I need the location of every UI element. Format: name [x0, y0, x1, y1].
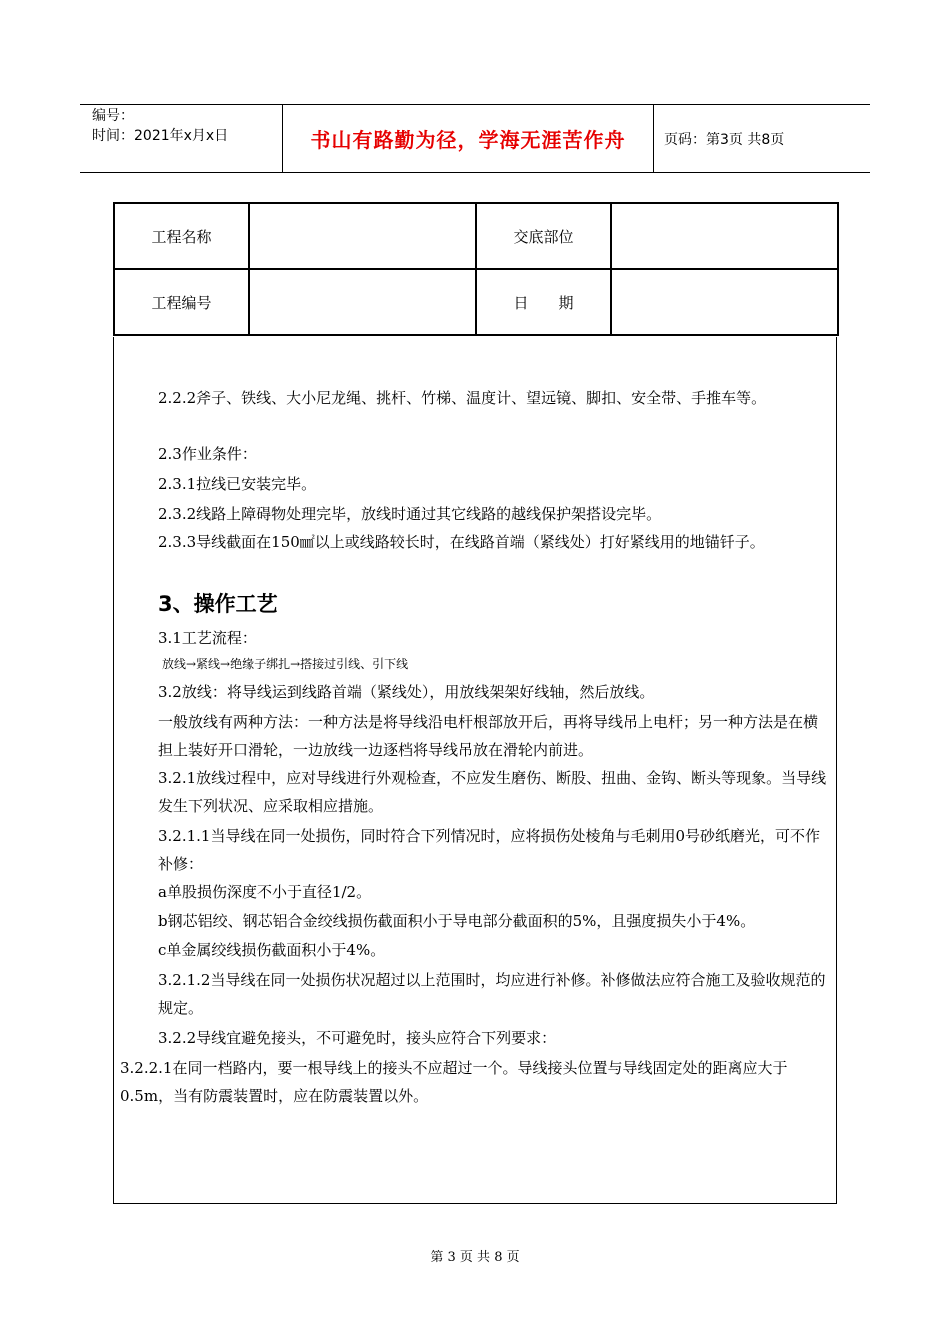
header-meta	[92, 106, 228, 146]
header-page-number: 页码：第3页 共8页	[664, 132, 785, 148]
paragraph-item-b: b钢芯铝绞、钢芯铝合金绞线损伤截面积小于导电部分截面积的5%，且强度损失小于4%。	[158, 912, 756, 930]
paragraph-3-2-2: 3.2.2导线宜避免接头，不可避免时，接头应符合下列要求：	[158, 1029, 557, 1047]
project-name-label: 工程名称	[114, 203, 249, 269]
paragraph-2-3-1: 2.3.1拉线已安装完毕。	[158, 475, 317, 493]
project-name-value	[249, 203, 476, 269]
paragraph-methods: 一般放线有两种方法：一种方法是将导线沿电杆根部放开后，再将导线吊上电杆；另一种方法是在横担上装好开口滑轮，一边放线一边逐档将导线吊放在滑轮内前进。	[158, 713, 819, 759]
time-label: 时间：2021年x月x日	[92, 128, 229, 144]
date-label: 日 期	[476, 269, 611, 335]
date-value	[611, 269, 838, 335]
code-label: 编号：	[92, 108, 134, 124]
project-number-value	[249, 269, 476, 335]
paragraph-3-2-1-1: 3.2.1.1当导线在同一处损伤，同时符合下列情况时，应将损伤处棱角与毛刺用0号砂纸磨光，可不作补修：	[158, 827, 821, 873]
header-top-rule	[80, 104, 870, 105]
table-row	[114, 269, 838, 335]
paragraph-flow-steps: 放线→紧线→绝缘子绑扎→搭接过引线、引下线	[162, 657, 409, 671]
paragraph-3-2-1: 3.2.1放线过程中，应对导线进行外观检查，不应发生磨伤、断股、扭曲、金钩、断头等现象。当导线发生下列状况、应采取相应措施。	[158, 769, 827, 815]
header-motto: 书山有路勤为径，学海无涯苦作舟	[310, 128, 626, 152]
paragraph-3-2-1-2: 3.2.1.2当导线在同一处损伤状况超过以上范围时，均应进行补修。补修做法应符合施工及验收规范的规定。	[158, 971, 826, 1017]
paragraph-process-flow: 3.1工艺流程：	[158, 629, 257, 647]
paragraph-3-2-2-1: 3.2.2.1在同一档路内，要一根导线上的接头不应超过一个。导线接头位置与导线固定处的距离应大于0.5m，当有防震装置时，应在防震装置以外。	[120, 1059, 788, 1105]
handover-part-label: 交底部位	[476, 203, 611, 269]
table-row	[114, 203, 838, 269]
paragraph-tools: 2.2.2斧子、铁线、大小尼龙绳、挑杆、竹梯、温度计、望远镜、脚扣、安全带、手推车等。	[158, 389, 767, 407]
page-footer: 第 3 页 共 8 页	[430, 1250, 520, 1265]
section-heading: 3、操作工艺	[158, 592, 278, 616]
paragraph-2-3-3: 2.3.3导线截面在150㎟以上或线路较长时，在线路首端（紧线处）打好紧线用的地锚钎子。	[158, 533, 765, 551]
paragraph-work-conditions: 2.3作业条件：	[158, 445, 257, 463]
header-bottom-rule	[80, 172, 870, 173]
project-info-table	[113, 202, 839, 336]
project-number-label: 工程编号	[114, 269, 249, 335]
paragraph-2-3-2: 2.3.2线路上障碍物处理完毕，放线时通过其它线路的越线保护架搭设完毕。	[158, 505, 662, 523]
paragraph-item-a: a单股损伤深度不小于直径1/2。	[158, 883, 372, 901]
header-divider-right	[653, 104, 654, 172]
paragraph-item-c: c单金属绞线损伤截面积小于4%。	[158, 941, 386, 959]
handover-part-value	[611, 203, 838, 269]
paragraph-3-2: 3.2放线：将导线运到线路首端（紧线处），用放线架架好线轴，然后放线。	[158, 683, 655, 701]
